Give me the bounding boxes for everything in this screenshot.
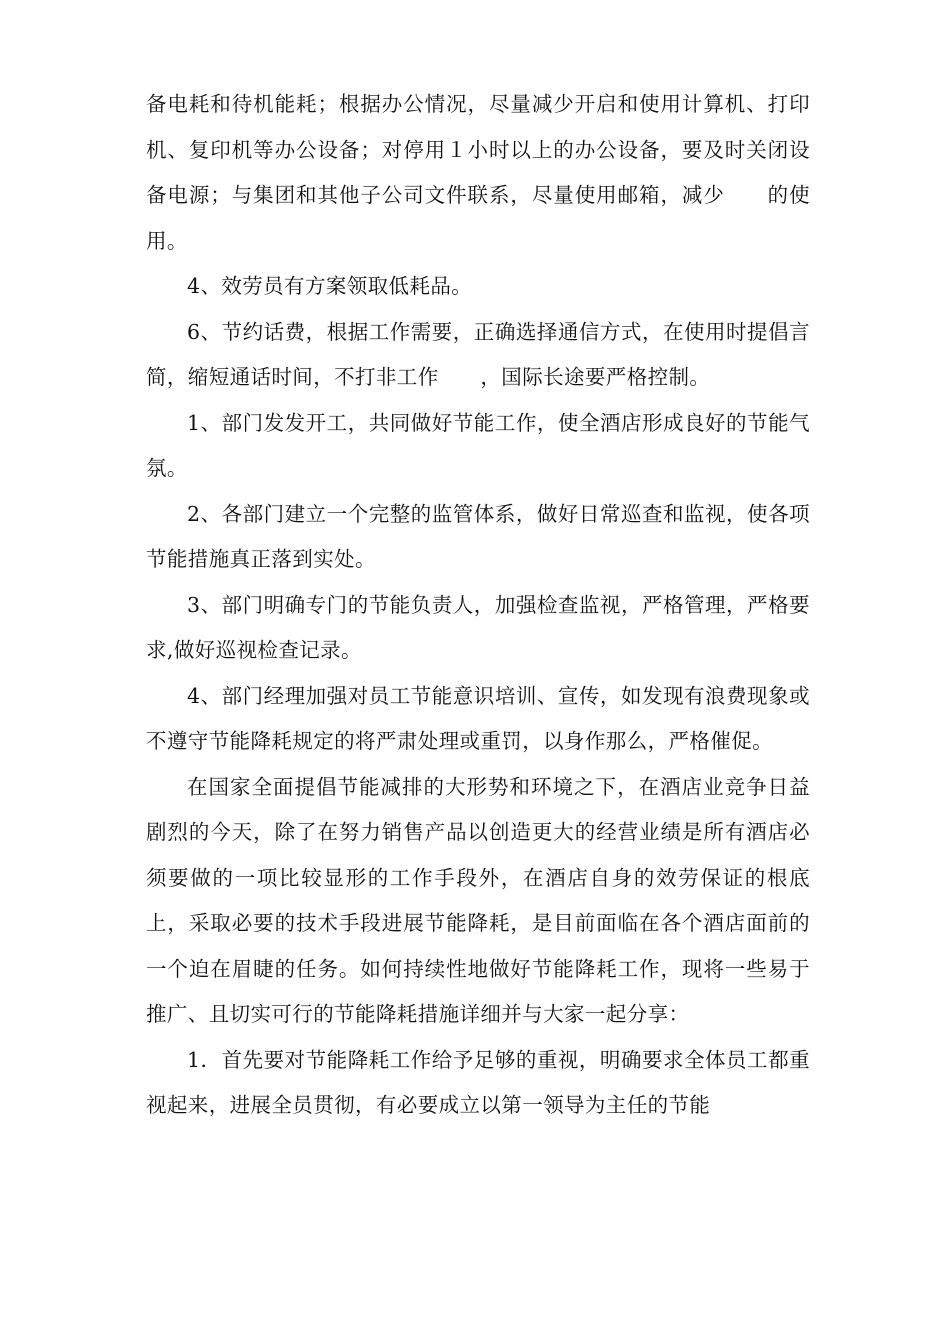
paragraph-intro: 在国家全面提倡节能减排的大形势和环境之下，在酒店业竞争日益剧烈的今天，除了在努力销售产品以创造更大的经营业绩是所有酒店必须要做的一项比较显形的工作手段外，在酒店自身的效劳保证的根底上，采取必要的技术手段进展节能降耗，是目前面临在各个酒店面前的一个迫在眉睫的任务。如何持续性地做好节能降耗工作，现将一些易于推广、且切实可行的节能降耗措施详细并与大家一起分享：: [146, 774, 810, 1026]
paragraph-item-4-supplies: 4、效劳员有方案领取低耗品。: [187, 274, 473, 298]
paragraph-item-4-training: 4、部门经理加强对员工节能意识培训、宣传，如发现有浪费现象或不遵守节能降耗规定的将严肃处理或重罚，以身作那么，严格催促。: [146, 683, 810, 753]
paragraph-item-6-phone: 6、节约话费，根据工作需要，正确选择通信方式，在使用时提倡言简，缩短通话时间，不打非工作 ，国际长途要严格控制。: [146, 319, 810, 389]
paragraph-item-1-department: 1、部门发发开工，共同做好节能工作，使全酒店形成良好的节能气氛。: [146, 410, 810, 480]
paragraph-step-1: 1．首先要对节能降耗工作给予足够的重视，明确要求全体员工都重视起来，进展全员贯彻，有必要成立以第一领导为主任的节能: [146, 1047, 810, 1117]
document-page: [146, 82, 810, 1129]
paragraph-item-2-supervision: 2、各部门建立一个完整的监管体系，做好日常巡查和监视，使各项节能措施真正落到实处。: [146, 501, 810, 571]
paragraph-item-3-responsible: 3、部门明确专门的节能负责人，加强检查监视，严格管理，严格要求,做好巡视检查记录。: [146, 592, 810, 662]
paragraph-continuation: 备电耗和待机能耗；根据办公情况，尽量减少开启和使用计算机、打印机、复印机等办公设备；对停用１小时以上的办公设备，要及时关闭设备电源；与集团和其他子公司文件联系，尽量使用邮箱，减少 的使用。: [146, 92, 810, 253]
